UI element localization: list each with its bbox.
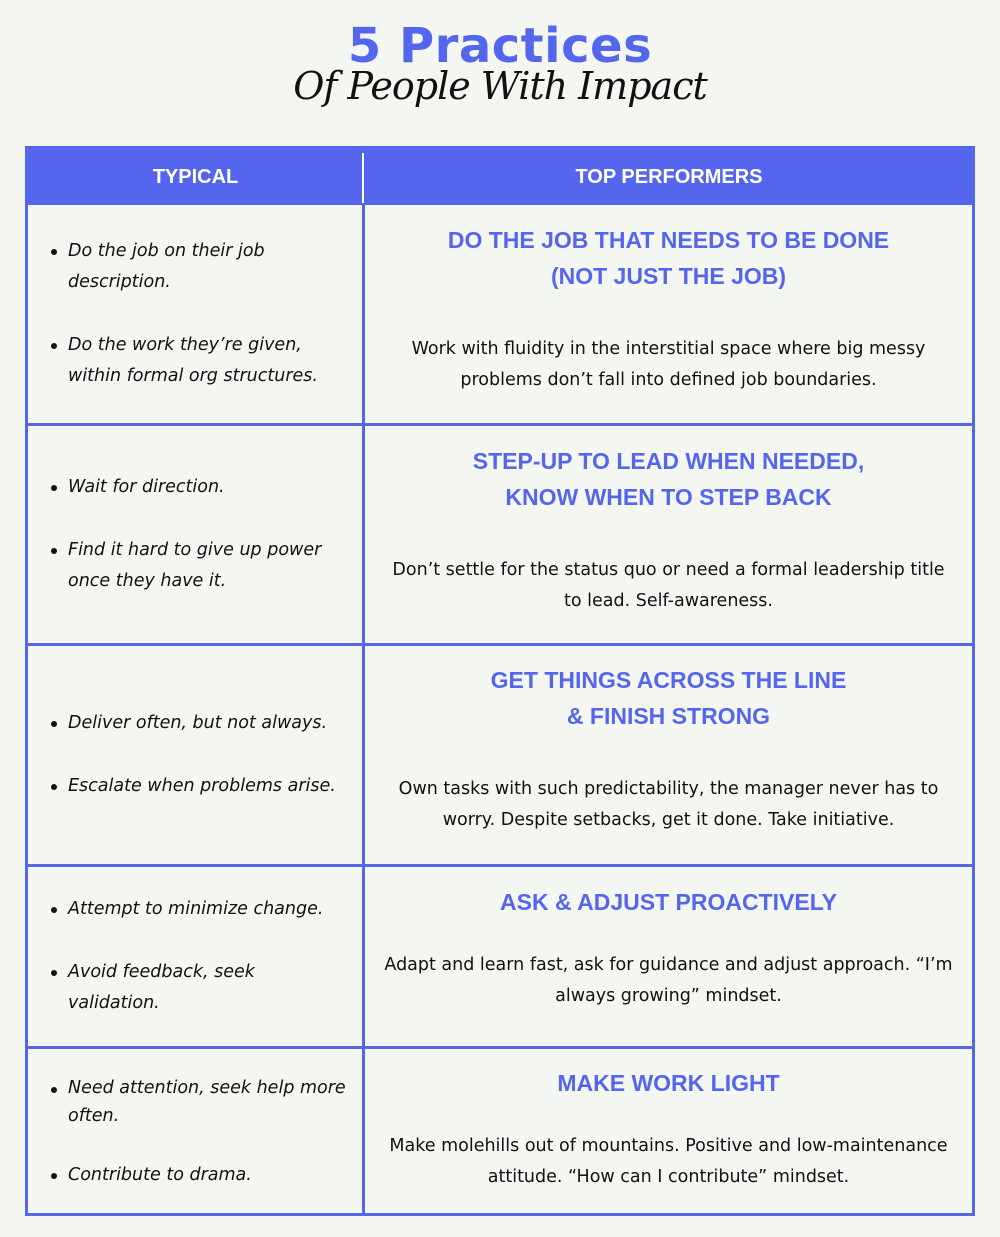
practice-description: Own tasks with such predictability, the manager never has to worry. Despite setbacks, get it done. Take initiative.	[398, 779, 939, 830]
typical-bullet: Do the job on their job description.	[68, 236, 352, 298]
top-performer-cell	[365, 443, 972, 617]
practices-table	[25, 146, 975, 1216]
typical-bullet: Do the work they’re given, within formal org structures.	[68, 330, 352, 392]
typical-cell	[28, 867, 362, 1046]
typical-bullet: Wait for direction.	[68, 472, 352, 503]
practice-description: Work with fluidity in the interstitial space where big messy problems don’t fall into defined job boundaries.	[411, 339, 926, 390]
top-performer-cell	[365, 662, 972, 836]
practice-heading: STEP-UP TO LEAD WHEN NEEDED, KNOW WHEN TO STEP BACK	[472, 448, 865, 510]
practice-heading: ASK & ADJUST PROACTIVELY	[500, 889, 837, 915]
typical-bullet: Avoid feedback, seek validation.	[68, 957, 352, 1019]
table-row	[28, 205, 972, 423]
practice-description: Adapt and learn fast, ask for guidance and adjust approach. “I’m always growing” mindset.	[384, 955, 953, 1006]
typical-bullet: Attempt to minimize change.	[68, 894, 352, 925]
table-row	[28, 1049, 972, 1216]
practice-description: Make molehills out of mountains. Positive and low-maintenance attitude. “How can I contribute” mindset.	[389, 1136, 948, 1187]
practice-description: Don’t settle for the status quo or need a formal leadership title to lead. Self-awareness.	[392, 560, 945, 611]
table-row	[28, 646, 972, 864]
practice-heading: DO THE JOB THAT NEEDS TO BE DONE (NOT JUST THE JOB)	[447, 227, 890, 289]
page-subtitle: Of People With Impact	[293, 64, 707, 108]
table-row	[28, 867, 972, 1046]
typical-bullet: Need attention, seek help more often.	[68, 1074, 352, 1130]
header-divider	[362, 153, 364, 203]
top-performer-cell	[365, 1065, 972, 1193]
typical-bullet: Deliver often, but not always.	[68, 708, 352, 739]
typical-cell	[28, 1049, 362, 1216]
typical-cell	[28, 205, 362, 423]
table-header	[28, 149, 972, 205]
typical-cell	[28, 426, 362, 643]
practice-heading: MAKE WORK LIGHT	[557, 1070, 780, 1096]
page-title: 5 Practices	[347, 18, 653, 74]
typical-bullet: Contribute to drama.	[68, 1160, 352, 1191]
practice-heading: GET THINGS ACROSS THE LINE & FINISH STRONG	[490, 667, 847, 729]
table-row	[28, 426, 972, 643]
top-performer-cell	[365, 884, 972, 1012]
top-performer-cell	[365, 222, 972, 396]
top-performers-header: TOP PERFORMERS	[575, 166, 763, 188]
typical-header: TYPICAL	[152, 166, 239, 188]
typical-bullet: Find it hard to give up power once they have it.	[68, 535, 352, 597]
typical-bullet: Escalate when problems arise.	[68, 771, 352, 802]
typical-cell	[28, 646, 362, 864]
